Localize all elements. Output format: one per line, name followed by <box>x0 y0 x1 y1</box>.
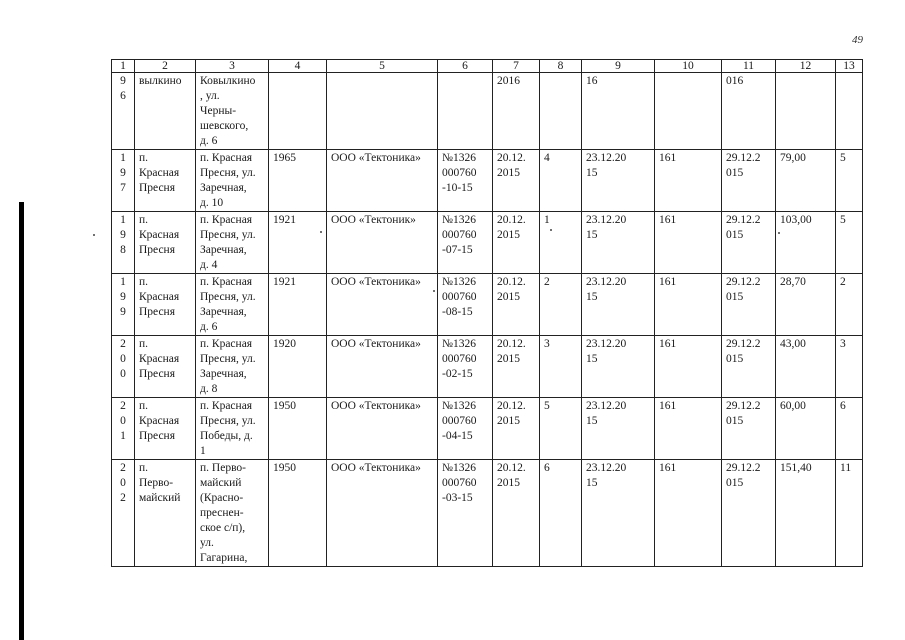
cell-line: , ул. <box>200 90 220 102</box>
cell-line: 1 <box>120 214 126 226</box>
register-table-body <box>112 60 863 567</box>
table-row <box>112 460 863 567</box>
cell-line: 9 <box>120 75 126 87</box>
cell-line: 015 <box>726 415 744 427</box>
scan-speck <box>93 234 95 236</box>
column-number-2: 2 <box>135 60 196 73</box>
document-date-cell <box>493 336 540 398</box>
settlement-cell <box>135 212 196 274</box>
document-date-cell <box>493 150 540 212</box>
cell-line: д. 8 <box>200 383 218 395</box>
document-date-cell <box>493 274 540 336</box>
cell-line: (Красно- <box>200 492 244 504</box>
cell-line: Гагарина, <box>200 552 248 564</box>
cell-line: 000760 <box>442 477 477 489</box>
col11-date-cell <box>722 336 776 398</box>
col10-cell: 161 <box>655 150 722 212</box>
cell-line: 7 <box>120 182 126 194</box>
address-cell <box>196 274 269 336</box>
cell-line: №1326 <box>442 152 476 164</box>
col13-cell: 5 <box>836 150 863 212</box>
address-cell <box>196 398 269 460</box>
cell-line: 20.12. <box>497 462 526 474</box>
cell-line: 23.12.20 <box>586 276 627 288</box>
col9-date-cell <box>582 150 655 212</box>
cell-line: Заречная, <box>200 368 247 380</box>
settlement-cell <box>135 460 196 567</box>
settlement-cell <box>135 150 196 212</box>
area-cell: 79,00 <box>776 150 836 212</box>
cell-line: -08-15 <box>442 306 473 318</box>
cell-line: 2015 <box>497 477 520 489</box>
cell-line: вылкино <box>139 75 182 87</box>
column-number-1: 1 <box>112 60 135 73</box>
area-cell: 28,70 <box>776 274 836 336</box>
cell-line: п. <box>139 214 149 226</box>
register-table <box>111 59 863 567</box>
cell-line: майский <box>139 492 181 504</box>
col8-cell <box>540 73 582 150</box>
cell-line: Пресня <box>139 368 175 380</box>
cell-line: п. Красная <box>200 400 253 412</box>
settlement-cell <box>135 73 196 150</box>
year-cell: 1965 <box>269 150 327 212</box>
document-number-cell <box>438 150 493 212</box>
cell-line: 2015 <box>497 415 520 427</box>
cell-line: -10-15 <box>442 182 473 194</box>
cell-line: 000760 <box>442 291 477 303</box>
col13-cell: 11 <box>836 460 863 567</box>
organization-cell: ООО «Тектоника» <box>327 150 438 212</box>
col11-date-cell <box>722 460 776 567</box>
year-cell: 1921 <box>269 212 327 274</box>
col11-date-cell <box>722 212 776 274</box>
cell-line: 9 <box>120 229 126 241</box>
cell-line: 20.12. <box>497 276 526 288</box>
cell-line: №1326 <box>442 462 476 474</box>
cell-line: Пресня <box>139 244 175 256</box>
col13-cell: 2 <box>836 274 863 336</box>
col8-cell: 4 <box>540 150 582 212</box>
cell-line: №1326 <box>442 214 476 226</box>
cell-line: 2015 <box>497 167 520 179</box>
cell-line: 2015 <box>497 291 520 303</box>
row-number <box>112 336 135 398</box>
col13-cell <box>836 73 863 150</box>
document-date-cell <box>493 460 540 567</box>
cell-line: Пресня, ул. <box>200 291 256 303</box>
cell-line: -07-15 <box>442 244 473 256</box>
cell-line: шевского, <box>200 120 249 132</box>
address-cell <box>196 336 269 398</box>
cell-line: 9 <box>120 306 126 318</box>
cell-line: Пресня <box>139 182 175 194</box>
cell-line: преснен- <box>200 507 244 519</box>
document-number-cell <box>438 398 493 460</box>
cell-line: 1 <box>120 430 126 442</box>
cell-line: п. Красная <box>200 152 253 164</box>
cell-line: 0 <box>120 415 126 427</box>
cell-line: 1 <box>120 276 126 288</box>
document-number-cell <box>438 73 493 150</box>
organization-cell: ООО «Тектоника» <box>327 398 438 460</box>
cell-line: 2015 <box>497 353 520 365</box>
address-cell <box>196 460 269 567</box>
cell-line: 2016 <box>497 75 520 87</box>
row-number <box>112 460 135 567</box>
column-number-12: 12 <box>776 60 836 73</box>
document-date-cell <box>493 212 540 274</box>
cell-line: 23.12.20 <box>586 338 627 350</box>
cell-line: 23.12.20 <box>586 152 627 164</box>
table-row <box>112 274 863 336</box>
year-cell: 1950 <box>269 460 327 567</box>
document-number-cell <box>438 212 493 274</box>
cell-line: 15 <box>586 229 598 241</box>
scan-edge-bar <box>19 202 24 640</box>
column-number-6: 6 <box>438 60 493 73</box>
cell-line: 20.12. <box>497 152 526 164</box>
cell-line: 015 <box>726 291 744 303</box>
table-row <box>112 212 863 274</box>
cell-line: п. <box>139 462 149 474</box>
cell-line: 16 <box>586 75 598 87</box>
cell-line: 23.12.20 <box>586 214 627 226</box>
col13-cell: 5 <box>836 212 863 274</box>
cell-line: 29.12.2 <box>726 152 761 164</box>
column-number-11: 11 <box>722 60 776 73</box>
cell-line: ское с/п), <box>200 522 246 534</box>
cell-line: 1 <box>120 152 126 164</box>
organization-cell <box>327 73 438 150</box>
row-number <box>112 73 135 150</box>
table-row <box>112 73 863 150</box>
settlement-cell <box>135 336 196 398</box>
cell-line: 000760 <box>442 167 477 179</box>
cell-line: 1 <box>200 445 206 457</box>
organization-cell: ООО «Тектоник» <box>327 212 438 274</box>
cell-line: Красная <box>139 167 180 179</box>
col8-cell: 2 <box>540 274 582 336</box>
cell-line: 2 <box>120 462 126 474</box>
cell-line: 15 <box>586 415 598 427</box>
document-date-cell <box>493 73 540 150</box>
cell-line: 015 <box>726 229 744 241</box>
cell-line: 016 <box>726 75 744 87</box>
cell-line: 23.12.20 <box>586 400 627 412</box>
cell-line: 20.12. <box>497 214 526 226</box>
cell-line: 15 <box>586 353 598 365</box>
cell-line: Черны- <box>200 105 237 117</box>
column-number-row <box>112 60 863 73</box>
cell-line: 20.12. <box>497 338 526 350</box>
cell-line: 29.12.2 <box>726 338 761 350</box>
cell-line: Пресня <box>139 306 175 318</box>
cell-line: д. 10 <box>200 197 224 209</box>
cell-line: майский <box>200 477 242 489</box>
address-cell <box>196 150 269 212</box>
cell-line: 000760 <box>442 353 477 365</box>
column-number-5: 5 <box>327 60 438 73</box>
row-number <box>112 398 135 460</box>
settlement-cell <box>135 274 196 336</box>
col13-cell: 6 <box>836 398 863 460</box>
col8-cell: 5 <box>540 398 582 460</box>
settlement-cell <box>135 398 196 460</box>
column-number-7: 7 <box>493 60 540 73</box>
col8-cell: 6 <box>540 460 582 567</box>
cell-line: 9 <box>120 291 126 303</box>
document-number-cell <box>438 336 493 398</box>
area-cell <box>776 73 836 150</box>
cell-line: Пресня, ул. <box>200 415 256 427</box>
organization-cell: ООО «Тектоника» <box>327 460 438 567</box>
cell-line: 0 <box>120 353 126 365</box>
cell-line: 0 <box>120 477 126 489</box>
cell-line: Заречная, <box>200 244 247 256</box>
cell-line: №1326 <box>442 276 476 288</box>
column-number-3: 3 <box>196 60 269 73</box>
col10-cell: 161 <box>655 460 722 567</box>
cell-line: Красная <box>139 415 180 427</box>
cell-line: 2015 <box>497 229 520 241</box>
col10-cell: 161 <box>655 398 722 460</box>
col10-cell <box>655 73 722 150</box>
column-number-10: 10 <box>655 60 722 73</box>
area-cell: 103,00 <box>776 212 836 274</box>
column-number-4: 4 <box>269 60 327 73</box>
cell-line: Пресня, ул. <box>200 229 256 241</box>
cell-line: п. <box>139 400 149 412</box>
col10-cell: 161 <box>655 274 722 336</box>
year-cell: 1921 <box>269 274 327 336</box>
cell-line: 6 <box>120 90 126 102</box>
cell-line: 15 <box>586 167 598 179</box>
cell-line: 23.12.20 <box>586 462 627 474</box>
organization-cell: ООО «Тектоника» <box>327 274 438 336</box>
table-row <box>112 398 863 460</box>
cell-line: 29.12.2 <box>726 276 761 288</box>
cell-line: 29.12.2 <box>726 214 761 226</box>
cell-line: 20.12. <box>497 400 526 412</box>
organization-cell: ООО «Тектоника» <box>327 336 438 398</box>
cell-line: 0 <box>120 368 126 380</box>
cell-line: 015 <box>726 167 744 179</box>
cell-line: Красная <box>139 291 180 303</box>
column-number-9: 9 <box>582 60 655 73</box>
cell-line: п. Красная <box>200 214 253 226</box>
cell-line: Заречная, <box>200 182 247 194</box>
cell-line: -02-15 <box>442 368 473 380</box>
table-row <box>112 336 863 398</box>
address-cell <box>196 73 269 150</box>
cell-line: -03-15 <box>442 492 473 504</box>
row-number <box>112 212 135 274</box>
cell-line: 000760 <box>442 229 477 241</box>
cell-line: Перво- <box>139 477 174 489</box>
cell-line: №1326 <box>442 338 476 350</box>
document-date-cell <box>493 398 540 460</box>
col10-cell: 161 <box>655 336 722 398</box>
col8-cell: 1 <box>540 212 582 274</box>
column-number-8: 8 <box>540 60 582 73</box>
col11-date-cell <box>722 150 776 212</box>
col11-date-cell <box>722 274 776 336</box>
cell-line: Победы, д. <box>200 430 253 442</box>
cell-line: 29.12.2 <box>726 400 761 412</box>
cell-line: 8 <box>120 244 126 256</box>
cell-line: 2 <box>120 400 126 412</box>
cell-line: п. <box>139 276 149 288</box>
row-number <box>112 274 135 336</box>
year-cell: 1920 <box>269 336 327 398</box>
cell-line: Ковылкино <box>200 75 256 87</box>
col11-date-cell <box>722 73 776 150</box>
cell-line: Красная <box>139 229 180 241</box>
cell-line: 015 <box>726 353 744 365</box>
cell-line: 29.12.2 <box>726 462 761 474</box>
cell-line: д. 6 <box>200 321 218 333</box>
col9-date-cell <box>582 274 655 336</box>
column-number-13: 13 <box>836 60 863 73</box>
document-number-cell <box>438 274 493 336</box>
col10-cell: 161 <box>655 212 722 274</box>
cell-line: 15 <box>586 477 598 489</box>
address-cell <box>196 212 269 274</box>
cell-line: 000760 <box>442 415 477 427</box>
cell-line: 9 <box>120 167 126 179</box>
cell-line: -04-15 <box>442 430 473 442</box>
document-number-cell <box>438 460 493 567</box>
col9-date-cell <box>582 336 655 398</box>
cell-line: 015 <box>726 477 744 489</box>
cell-line: Красная <box>139 353 180 365</box>
cell-line: д. 4 <box>200 259 218 271</box>
row-number <box>112 150 135 212</box>
area-cell: 43,00 <box>776 336 836 398</box>
cell-line: п. Перво- <box>200 462 246 474</box>
cell-line: 15 <box>586 291 598 303</box>
col11-date-cell <box>722 398 776 460</box>
year-cell: 1950 <box>269 398 327 460</box>
cell-line: 2 <box>120 492 126 504</box>
cell-line: п. <box>139 338 149 350</box>
col8-cell: 3 <box>540 336 582 398</box>
cell-line: Пресня <box>139 430 175 442</box>
cell-line: Пресня, ул. <box>200 353 256 365</box>
cell-line: п. <box>139 152 149 164</box>
table-row <box>112 150 863 212</box>
col9-date-cell <box>582 460 655 567</box>
page-number: 49 <box>852 34 863 46</box>
cell-line: Заречная, <box>200 306 247 318</box>
cell-line: Пресня, ул. <box>200 167 256 179</box>
year-cell <box>269 73 327 150</box>
area-cell: 151,40 <box>776 460 836 567</box>
cell-line: 2 <box>120 338 126 350</box>
col9-date-cell <box>582 212 655 274</box>
col13-cell: 3 <box>836 336 863 398</box>
cell-line: ул. <box>200 537 214 549</box>
cell-line: д. 6 <box>200 135 218 147</box>
col9-date-cell <box>582 73 655 150</box>
col9-date-cell <box>582 398 655 460</box>
area-cell: 60,00 <box>776 398 836 460</box>
cell-line: №1326 <box>442 400 476 412</box>
cell-line: п. Красная <box>200 276 253 288</box>
cell-line: п. Красная <box>200 338 253 350</box>
